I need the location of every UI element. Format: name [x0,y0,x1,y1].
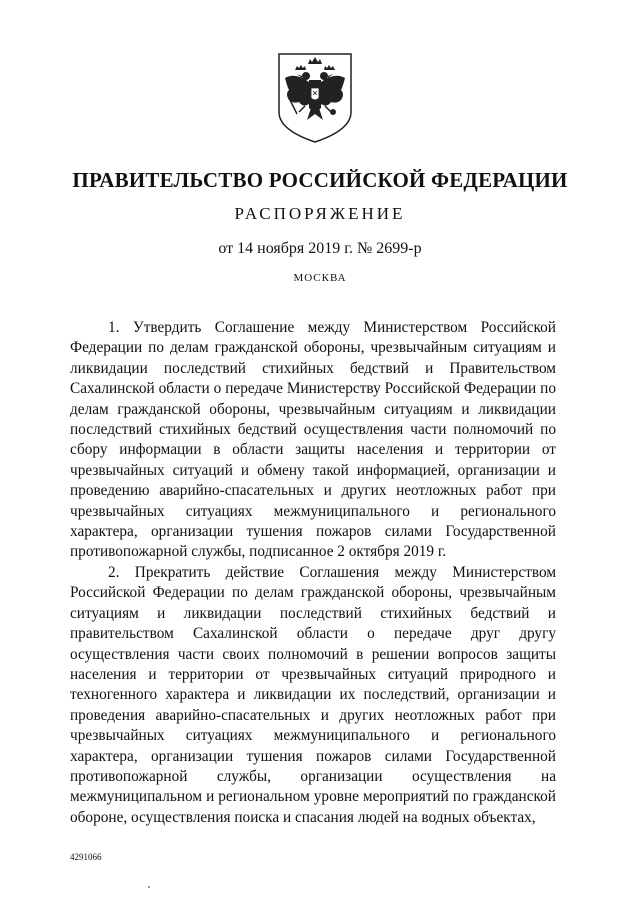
government-title: ПРАВИТЕЛЬСТВО РОССИЙСКОЙ ФЕДЕРАЦИИ [72,168,568,192]
document-city: МОСКВА [293,272,347,284]
document-body [70,318,556,828]
document-type: РАСПОРЯЖЕНИЕ [234,204,406,223]
document-date-number: от 14 ноября 2019 г. № 2699-р [218,240,422,257]
scan-dot [148,886,150,888]
russian-coat-of-arms-icon [275,52,355,144]
paragraph-2: 2. Прекратить действие Соглашения между Министерством Российской Федерации по делам гражданской обороны, чрезвычайным ситуациям и ликвидации последствий стихийных бедствий и правительством Сахалинской области о передаче друг другу осуществления части своих полномочий в решении вопросов защиты населения и территории от чрезвычайных ситуаций природного и техногенного характера и ликвидации их последствий, организации и проведения аварийно-спасательных и других неотложных работ при чрезвычайных ситуациях межмуниципального и регионального характера, организации тушения пожаров силами Государственной противопожарной службы, организации осуществления на межмуниципальном и региональном уровне мероприятий по гражданской обороне, осуществления поиска и спасания людей на водных объектах, [70,563,556,826]
paragraph-1: 1. Утвердить Соглашение между Министерством Российской Федерации по делам гражданской обороны, чрезвычайным ситуациям и ликвидации последствий стихийных бедствий и Правительством Сахалинской области о передаче Министерству Российской Федерации по делам гражданской обороны, чрезвычайным ситуациям и ликвидации последствий стихийных бедствий осуществления части полномочий по сбору информации в области защиты населения и территории от чрезвычайных ситуаций и обмену такой информацией, организации и проведению аварийно-спасательных и других неотложных работ при чрезвычайных ситуациях межмуниципального и регионального характера, организации тушения пожаров силами Государственной противопожарной службы, подписанное 2 октября 2019 г. [70,319,556,561]
document-code: 4291066 [70,852,102,862]
